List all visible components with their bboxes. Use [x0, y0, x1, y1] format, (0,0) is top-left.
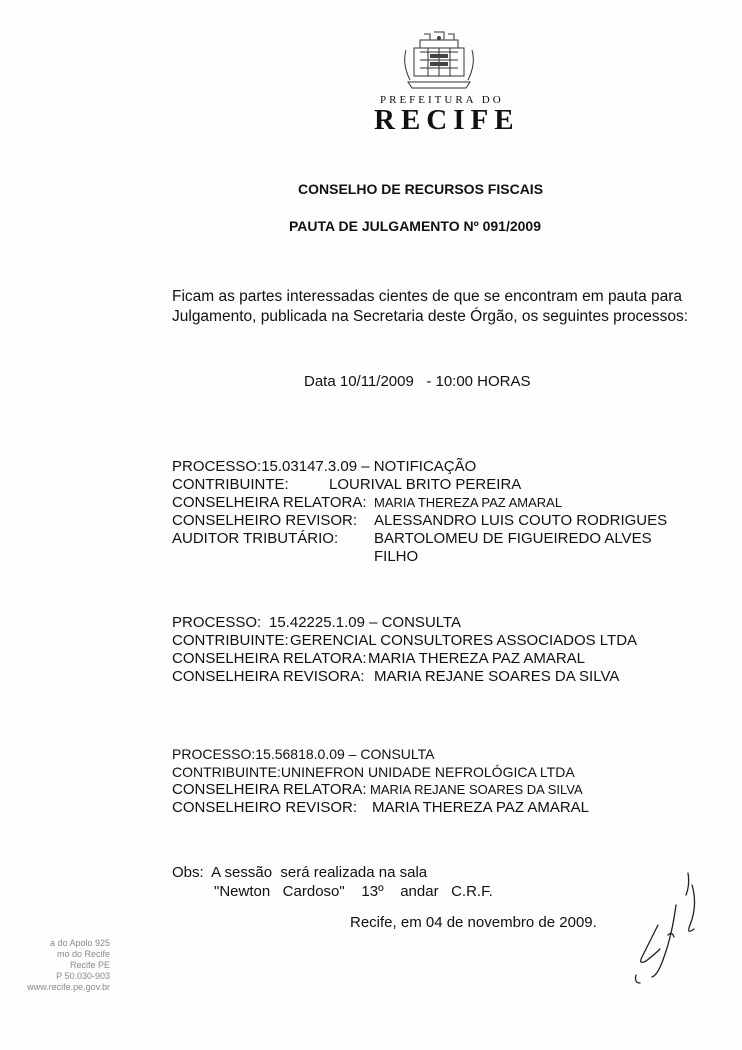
reporter-row [172, 650, 732, 668]
reviewer-value: MARIA THEREZA PAZ AMARAL [372, 799, 590, 816]
reporter-value: MARIA THEREZA PAZ AMARAL [374, 495, 563, 510]
reporter-row [172, 781, 732, 799]
address-line-1: a do Apolo 925 [49, 938, 110, 948]
process-row [172, 458, 732, 476]
contributor-row [172, 476, 732, 494]
contributor-value: UNINEFRON UNIDADE NEFROLÓGICA LTDA [280, 764, 575, 780]
reviewer-label: CONSELHEIRO REVISOR: [172, 799, 358, 816]
process-value: 15.56818.0.09 – CONSULTA [255, 746, 435, 762]
reporter-value: MARIA REJANE SOARES DA SILVA [370, 782, 583, 797]
process-block-1 [172, 458, 732, 566]
prefeitura-label: PREFEITURA DO [380, 94, 504, 106]
place-date: Recife, em 04 de novembro de 2009. [350, 914, 597, 931]
agenda-title: PAUTA DE JULGAMENTO Nº 091/2009 [289, 218, 541, 234]
auditor-row [172, 530, 732, 548]
contributor-label: CONTRIBUINTE: [172, 764, 281, 780]
reviewer-label: CONSELHEIRO REVISOR: [172, 512, 358, 529]
obs-line-2: "Newton Cardoso" 13º andar C.R.F. [214, 883, 493, 900]
address-line-4: P 50.030-903 [56, 971, 110, 981]
address-block [4, 938, 110, 993]
auditor-label: AUDITOR TRIBUTÁRIO: [172, 530, 339, 547]
reporter-row [172, 494, 732, 512]
reporter-label: CONSELHEIRA RELATORA: [172, 781, 367, 798]
process-row [172, 614, 732, 632]
process-label: PROCESSO: [172, 614, 262, 631]
auditor-row-cont [172, 548, 732, 566]
process-block-2 [172, 614, 732, 686]
process-label: PROCESSO: [172, 458, 262, 475]
reporter-label: CONSELHEIRA RELATORA: [172, 650, 367, 667]
contributor-row [172, 632, 732, 650]
process-block-3 [172, 745, 732, 817]
city-name: RECIFE [374, 104, 520, 136]
auditor-value: BARTOLOMEU DE FIGUEIREDO ALVES [374, 530, 652, 547]
intro-paragraph: Ficam as partes interessadas cientes de que se encontram em pauta para Julgamento, publicada na Secretaria deste Órgão, os seguintes processos: [172, 288, 689, 325]
contributor-label: CONTRIBUINTE: [172, 476, 289, 493]
process-label: PROCESSO: [172, 746, 256, 762]
reporter-value: MARIA THEREZA PAZ AMARAL [368, 650, 586, 667]
contributor-value: LOURIVAL BRITO PEREIRA [329, 476, 522, 493]
reviewer-row [172, 512, 732, 530]
session-date: Data 10/11/2009 - 10:00 HORAS [304, 373, 531, 390]
contributor-label: CONTRIBUINTE: [172, 632, 289, 649]
reviewer-value: ALESSANDRO LUIS COUTO RODRIGUES [374, 512, 668, 529]
coat-of-arms-icon [400, 30, 478, 92]
auditor-value-cont: FILHO [374, 548, 419, 565]
address-line-3: Recife PE [69, 960, 110, 970]
reviewer-row [172, 668, 732, 686]
address-line-5: www.recife.pe.gov.br [27, 982, 110, 992]
obs-line-1: Obs: A sessão será realizada na sala [172, 864, 428, 881]
contributor-row [172, 763, 732, 781]
reviewer-value: MARIA REJANE SOARES DA SILVA [374, 668, 620, 685]
reporter-label: CONSELHEIRA RELATORA: [172, 494, 367, 511]
observation [172, 863, 493, 901]
handwritten-signature-icon [628, 865, 708, 985]
council-title: CONSELHO DE RECURSOS FISCAIS [298, 181, 544, 197]
address-line-2: mo do Recife [56, 949, 110, 959]
process-value: 15.03147.3.09 – NOTIFICAÇÃO [261, 458, 477, 475]
reviewer-label: CONSELHEIRA REVISORA: [172, 668, 365, 685]
process-row [172, 745, 732, 763]
reviewer-row [172, 799, 732, 817]
contributor-value: GERENCIAL CONSULTORES ASSOCIADOS LTDA [290, 632, 638, 649]
process-value: 15.42225.1.09 – CONSULTA [269, 614, 462, 631]
